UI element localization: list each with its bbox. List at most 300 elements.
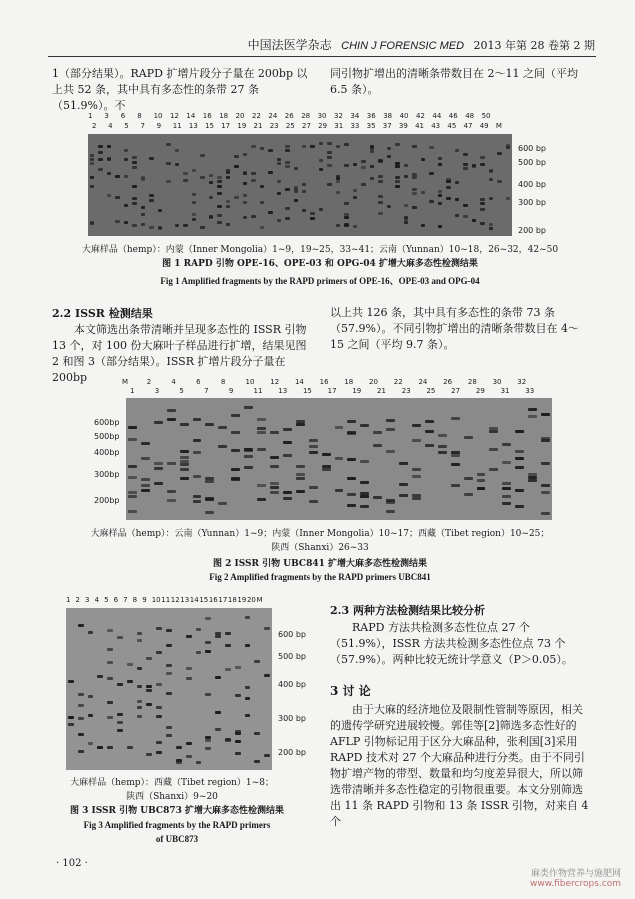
lane-label: 20 [369,378,378,386]
gel-band [128,476,137,479]
gel-band [268,211,272,214]
gel-band [283,491,292,494]
gel-band [115,196,119,199]
gel-band [166,672,172,675]
lane-label: 23 [269,122,279,130]
lane-label: 2 [75,596,80,604]
lane-label: 26 [284,112,294,120]
section-2-3-text: RAPD 方法共检测多态性位点 27 个（51.9%），ISSR 方法共检测多态性位点 73 个（57.9%）。两种比较无统计学意义（P＞0.05）。 [330,621,573,666]
gel-band [88,695,94,698]
marker-label: 600bp [94,418,120,427]
gel-band [277,180,281,183]
lane-label: 32 [334,112,343,120]
gel-band [90,154,94,157]
lane-label: 1 [66,596,71,604]
gel-band [283,428,292,431]
gel-band [146,657,152,660]
lane-label: 34 [350,112,360,120]
gel-band [88,714,94,717]
gel-band [497,152,501,155]
lane-label: 18 [344,378,354,386]
lane-label: 29 [475,387,485,395]
gel-band [283,441,292,444]
gel-band [192,201,196,204]
gel-band [107,194,111,197]
gel-band [294,190,298,193]
section-2-2-right-text: 以上共 126 条，其中具有多态性的条带 73 条（57.9%）。不同引物扩增出的清晰条带数目在 4～15 之间（平均 9.7 条）。 [330,306,579,351]
gel-band [217,221,221,224]
gel-band [166,734,172,737]
watermark-line-2: www.fibercrops.com [530,879,621,889]
gel-band [107,629,113,632]
gel-band [502,482,511,485]
gel-band [309,445,318,448]
gel-band [231,477,240,480]
gel-band [309,439,318,442]
gel-band [283,497,292,500]
gel-band [353,163,357,166]
gel-band [156,706,162,709]
lane-label: 41 [415,122,424,130]
gel-band [154,467,163,470]
lane-label: 40 [399,112,409,120]
gel-band [124,149,128,152]
gel-band [124,204,128,207]
gel-band [243,153,247,156]
gel-band [217,214,221,217]
gel-band [541,484,550,487]
lane-label: 6 [196,378,201,386]
lane-label: 49 [479,122,489,130]
gel-band [302,145,306,148]
gel-band [412,176,416,179]
gel-band [175,149,179,152]
gel-band [477,487,486,490]
gel-band [502,461,511,464]
lane-label: 38 [383,112,393,120]
lane-label: 11 [161,596,171,604]
gel-band [361,166,365,169]
fig2-sample-caption-1: 大麻样品（hemp）：云南（Yunnan）1~9；内蒙（Inner Mongolia）10~17；西藏（Tibet region）10~25； [90,529,550,539]
gel-band [477,473,486,476]
fig1-gel-image [88,134,512,236]
gel-band [451,417,460,420]
lane-label: 25 [426,387,436,395]
gel-band [235,730,241,733]
gel-band [205,747,211,750]
lane-label: 7 [140,122,145,130]
gel-band [296,473,305,476]
gel-band [421,158,425,161]
lane-label: 15 [302,387,312,395]
gel-band [90,176,94,179]
gel-band [251,179,255,182]
gel-band [404,204,408,207]
gel-band [451,463,460,466]
lane-label: 44 [432,112,442,120]
gel-band [387,205,391,208]
gel-band [209,174,213,177]
gel-band [277,158,281,161]
gel-band [477,479,486,482]
gel-band [502,495,511,498]
gel-band [234,196,238,199]
lane-label: 10 [245,378,255,386]
marker-label: 400bp [94,448,120,457]
gel-band [243,201,247,204]
gel-band [302,209,306,212]
section-3-heading: 3 讨 论 [330,684,371,698]
gel-band [395,180,399,183]
marker-label: 300 bp [518,198,546,207]
gel-band [463,167,467,170]
lane-label: 26 [443,378,453,386]
gel-band [205,480,214,483]
gel-band [107,145,111,148]
gel-band [78,717,84,720]
gel-band [200,176,204,179]
lane-label: 17 [218,596,228,604]
gel-band [296,423,305,426]
gel-band [141,206,145,209]
lane-label: 21 [253,122,263,130]
gel-band [395,143,399,146]
gel-band [254,760,260,763]
gel-band [196,651,202,654]
gel-band [347,477,356,480]
gel-band [244,448,253,451]
lane-label: 12 [170,596,180,604]
lane-label: 28 [467,378,477,386]
gel-band [137,715,143,718]
gel-band [463,215,467,218]
gel-band [378,195,382,198]
gel-band [294,199,298,202]
gel-band [260,226,264,229]
gel-band [215,635,221,638]
gel-band [209,181,213,184]
gel-band [193,418,202,421]
gel-band [231,468,240,471]
gel-band [386,510,395,513]
gel-band [107,746,113,749]
gel-band [421,224,425,227]
lane-label: 2 [92,122,97,130]
lane-label: 4 [108,122,113,130]
gel-band [226,176,230,179]
gel-band [360,495,369,498]
gel-band [225,644,231,647]
fig3-lane-labels [66,596,271,606]
lane-label: 6 [113,596,119,604]
gel-band [166,143,170,146]
gel-band [378,201,382,204]
gel-band [193,475,202,478]
gel-band [455,198,459,201]
gel-band [412,494,421,497]
gel-band [97,675,103,678]
gel-band [166,692,172,695]
gel-band [245,686,251,689]
gel-band [515,457,524,460]
gel-band [378,160,382,163]
gel-band [309,451,318,454]
gel-band [141,489,150,492]
gel-band [226,223,230,226]
gel-band [97,746,103,749]
gel-band [541,462,550,465]
gel-band [412,424,421,427]
gel-band [205,739,211,742]
lane-label: 16 [319,378,329,386]
gel-band [193,439,202,442]
top-left-paragraph: 1（部分结果）。RAPD 扩增片段分子量在 200bp 以上共 52 条，其中具有多态性的条带 27 条（51.9%）。不 [52,67,308,112]
gel-band [154,462,163,465]
gel-band [327,164,331,167]
gel-band [244,406,253,409]
lane-label: 13 [180,596,190,604]
gel-band [167,409,176,412]
fig3-caption-en-2: of UBC873 [155,834,199,844]
gel-band [489,197,493,200]
gel-band [205,641,211,644]
gel-band [166,726,172,729]
gel-band [294,167,298,170]
gel-band [205,736,211,739]
gel-band [166,162,170,165]
gel-band [180,423,189,426]
gel-band [257,448,266,451]
gel-band [193,451,202,454]
marker-label: 300 bp [278,714,306,723]
gel-band [489,227,493,230]
lane-label: 35 [366,122,376,130]
fig1-marker-labels [516,134,550,236]
lane-label: 18 [219,112,229,120]
gel-band [463,204,467,207]
gel-band [141,178,145,181]
marker-label: 500bp [94,432,120,441]
gel-band [373,496,382,499]
gel-band [322,453,331,456]
gel-band [302,183,306,186]
gel-band [438,202,442,205]
gel-band [489,178,493,181]
gel-band [107,677,113,680]
gel-band [107,716,113,719]
gel-band [489,169,493,172]
gel-band [141,223,145,226]
gel-band [451,451,460,454]
gel-band [166,644,172,647]
gel-band [156,651,162,654]
lane-label: 18 [227,596,237,604]
gel-band [235,694,241,697]
gel-band [193,500,202,503]
lane-label: 8 [132,596,138,604]
gel-band [438,445,447,448]
gel-band [245,616,251,619]
gel-band [296,477,305,480]
gel-band [217,180,221,183]
gel-band [78,693,84,696]
gel-band [132,224,136,227]
gel-band [455,214,459,217]
gel-band [370,177,374,180]
gel-band [455,181,459,184]
gel-band [270,456,279,459]
gel-band [88,742,94,745]
gel-band [117,713,123,716]
gel-band [335,457,344,460]
gel-band [218,445,227,448]
gel-band [361,160,365,163]
lane-label: 30 [317,112,327,120]
lane-label: M [122,378,129,386]
lane-label: 29 [318,122,328,130]
gel-band [387,147,391,150]
gel-band [146,689,152,692]
gel-band [154,482,163,485]
lane-label: 24 [418,378,428,386]
gel-band [251,145,255,148]
gel-band [404,164,408,167]
gel-band [412,468,421,471]
gel-band [463,153,467,156]
gel-band [149,226,153,229]
gel-band [243,182,247,185]
gel-band [205,497,214,500]
gel-band [489,223,493,226]
gel-band [235,740,241,743]
lane-label: 32 [517,378,527,386]
lane-label: 31 [500,387,510,395]
gel-band [309,486,318,489]
marker-label: 500 bp [278,652,306,661]
lane-label: 9 [228,387,234,395]
gel-band [270,431,279,434]
gel-band [425,420,434,423]
gel-band [257,431,266,434]
gel-band [117,683,123,686]
gel-band [347,420,356,423]
gel-band [132,156,136,159]
gel-band [137,706,143,709]
gel-band [231,431,240,434]
gel-band [502,502,511,505]
lane-label: M [495,122,502,130]
gel-band [141,457,150,460]
gel-band [107,157,111,160]
marker-label: 200 bp [518,226,546,235]
gel-band [90,222,94,225]
gel-band [234,165,238,168]
lane-label: 14 [186,112,196,120]
gel-band [285,145,289,148]
gel-band [78,624,84,627]
gel-band [264,754,270,757]
gel-band [515,466,524,469]
gel-band [156,715,162,718]
gel-band [347,493,356,496]
lane-label: 1 [88,112,93,120]
lane-label: 11 [172,122,182,130]
gel-band [186,755,192,758]
lane-label: 11 [253,387,263,395]
gel-band [438,225,442,228]
fig1-caption-en: Fig 1 Amplified fragments by the RAPD primers of OPE-16、OPE-03 and OPG-04 [160,276,480,286]
gel-band [137,667,143,670]
gel-band [353,189,357,192]
gel-band [257,484,266,487]
gel-band [336,191,340,194]
gel-band [107,172,111,175]
gel-band [257,427,266,430]
marker-label: 600 bp [278,630,306,639]
fig3-sample-caption-2: 陕西（Shanxi）9~20 [126,792,218,802]
gel-band [260,147,264,150]
gel-band [180,463,189,466]
gel-band [176,746,182,749]
gel-band [264,627,270,630]
gel-band [472,165,476,168]
gel-band [386,499,395,502]
gel-band [245,714,251,717]
gel-band [167,462,176,465]
gel-band [243,194,247,197]
gel-band [438,194,442,197]
gel-band [455,149,459,152]
fig3-caption-en-1: Fig 3 Amplified fragments by the RAPD primers [83,820,271,830]
gel-band [90,158,94,161]
gel-band [127,663,133,666]
watermark [471,866,621,889]
gel-band [378,180,382,183]
fig2-gel-image [126,398,552,520]
lane-label: 27 [302,122,311,130]
gel-band [260,185,264,188]
gel-band [446,186,450,189]
gel-band [78,750,84,753]
gel-band [149,199,153,202]
lane-label: 9 [156,122,162,130]
gel-band [404,175,408,178]
gel-band [156,751,162,754]
lane-label: 45 [447,122,457,130]
lane-label: 36 [366,112,376,120]
gel-band [115,220,119,223]
lane-label: 28 [301,112,311,120]
gel-band [463,163,467,166]
gel-band [117,721,123,724]
gel-band [117,729,123,732]
gel-band [285,188,289,191]
gel-band [215,728,221,731]
fig2-caption-en: Fig 2 Amplified fragments by the RAPD primers UBC841 [209,572,431,582]
gel-band [137,685,143,688]
gel-band [180,450,189,453]
gel-band [344,202,348,205]
gel-band [167,418,176,421]
gel-band [438,190,442,193]
gel-band [302,190,306,193]
lane-label: 1 [130,387,135,395]
gel-band [68,680,74,683]
gel-band [205,693,211,696]
gel-band [451,484,460,487]
gel-band [285,149,289,152]
gel-band [245,697,251,700]
